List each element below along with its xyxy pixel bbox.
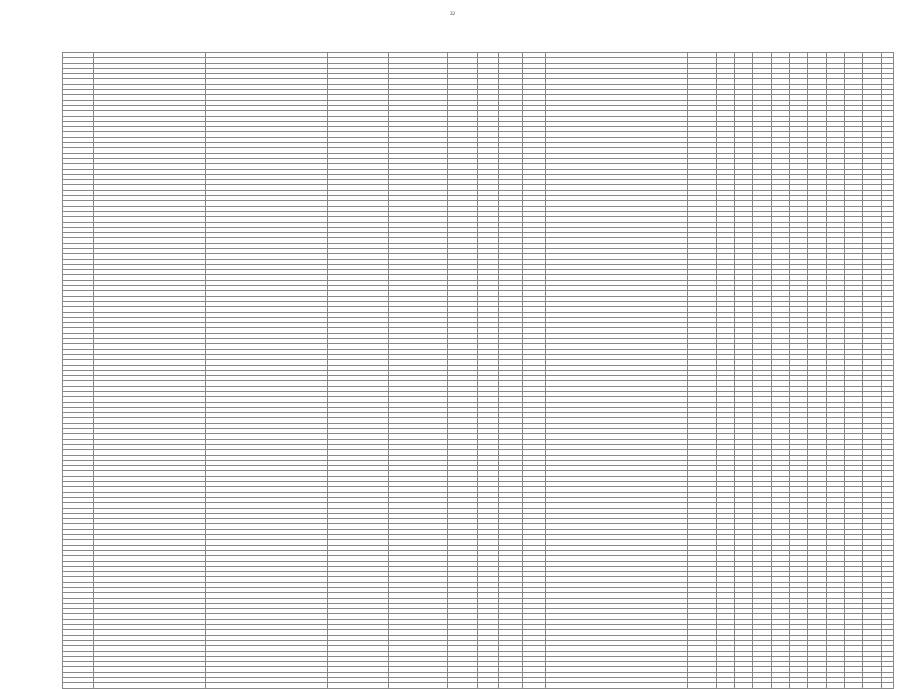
table-row	[63, 683, 894, 688]
table-cell	[688, 683, 717, 688]
table-cell	[93, 683, 205, 688]
table-cell	[545, 683, 688, 688]
table-body	[63, 53, 894, 689]
table-cell	[735, 683, 753, 688]
table-cell	[523, 683, 545, 688]
table-cell	[863, 683, 881, 688]
table-cell	[447, 683, 478, 688]
table-cell	[790, 683, 808, 688]
table-cell	[826, 683, 844, 688]
table-cell	[716, 683, 734, 688]
register-table	[62, 52, 894, 689]
table-cell	[478, 683, 498, 688]
table-cell	[205, 683, 327, 688]
page-number: 32	[450, 12, 455, 17]
table-cell	[771, 683, 789, 688]
table-cell	[808, 683, 826, 688]
table-cell	[881, 683, 893, 688]
table-cell	[753, 683, 771, 688]
table-cell	[63, 683, 94, 688]
table-cell	[498, 683, 522, 688]
table-cell	[845, 683, 863, 688]
table-cell	[327, 683, 388, 688]
table-cell	[388, 683, 447, 688]
